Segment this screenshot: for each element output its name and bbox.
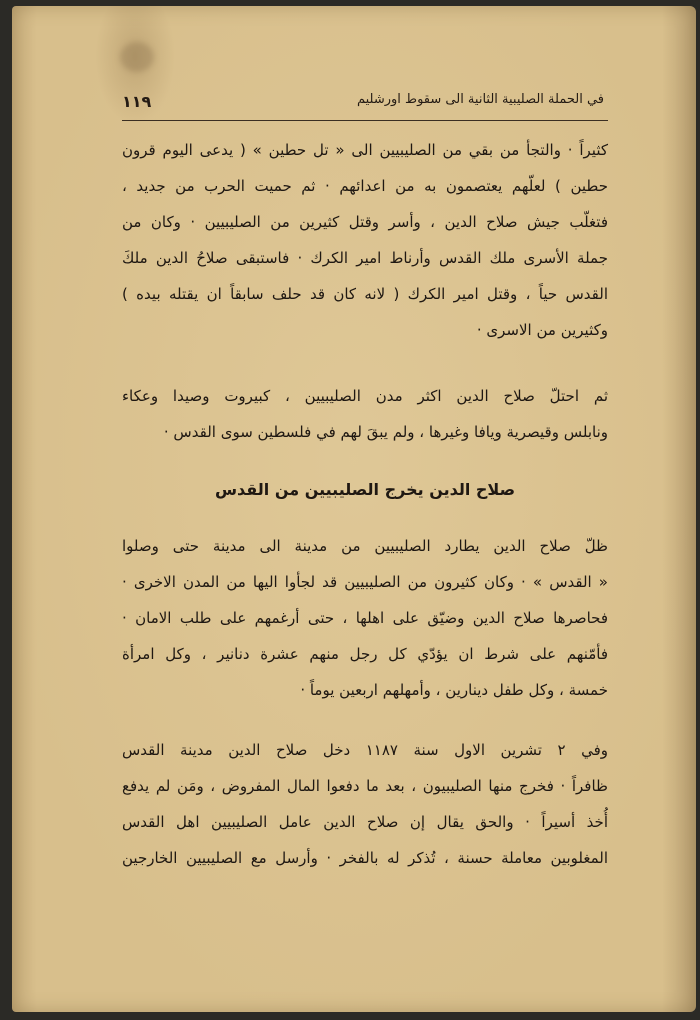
page-header <box>122 90 608 121</box>
text-line: أُخذ أسيراً · والحق يقال إن صلاح الدين عامل الصليبيين اهل القدس <box>122 813 608 831</box>
text-line: وكثيرين من الاسرى · <box>476 321 608 339</box>
book-page <box>12 6 696 1012</box>
text-line: جملة الأسرى ملك القدس وأرناط امير الكرك · فاستبقى صلاحُ الدين ملكَ <box>122 249 608 267</box>
text-line: المغلوبين معاملة حسنة ، تُذكر له بالفخر · وأرسل مع الصليبيين الخارجين <box>122 849 608 867</box>
paragraph-2 <box>122 378 608 450</box>
page-number: ١١٩ <box>122 92 152 111</box>
text-line: ونابلس وقيصرية ويافا وغيرها ، ولم يبقَ لهم في فلسطين سوى القدس · <box>163 423 608 441</box>
paragraph-1 <box>122 132 608 348</box>
paper-stain <box>120 42 154 72</box>
text-line: ظافراً · فخرج منها الصليبيون ، بعد ما دفعوا المال المفروض ، ومَن لم يدفع <box>122 777 608 795</box>
text-line: القدس حياً ، وقتل امير الكرك ( لانه كان قد حلف سابقاً ان يقتله بيده ) <box>122 285 608 303</box>
paragraph-3 <box>122 528 608 708</box>
text-line: ثم احتلّ صلاح الدين اكثر مدن الصليبيين ، كبيروت وصيدا وعكاء <box>122 387 608 405</box>
text-line: وفي ٢ تشرين الاول سنة ١١٨٧ دخل صلاح الدين مدينة القدس <box>122 741 609 759</box>
text-line: فأمّنهم على شرط ان يؤدّي كل رجل منهم عشرة دنانير ، وكل امرأة <box>122 645 608 663</box>
text-line: « القدس » · وكان كثيرون من الصليبيين قد لجأوا اليها من المدن الاخرى · <box>122 573 608 591</box>
text-line: فحاصرها صلاح الدين وضيّق على اهلها ، حتى أرغمهم على طلب الامان · <box>122 609 608 627</box>
paragraph-4 <box>122 732 608 876</box>
text-line: حطين ) لعلّهم يعتصمون به من اعدائهم · ثم حميت الحرب من جديد ، <box>122 177 608 195</box>
running-title: في الحملة الصليبية الثانية الى سقوط اورشليم <box>356 92 604 107</box>
section-heading: صلاح الدين يخرج الصليبيين من القدس <box>214 480 516 499</box>
text-line: فتغلّب جيش صلاح الدين ، وأسر وقتل كثيرين من الصليبيين · وكان من <box>122 213 608 231</box>
text-line: خمسة ، وكل طفل دينارين ، وأمهلهم اربعين يوماً · <box>300 681 608 699</box>
text-line: كثيراً · والتجأ من بقي من الصليبيين الى « تل حطين » ( يدعى اليوم قرون <box>122 141 608 159</box>
text-line: ظلّ صلاح الدين يطارد الصليبيين من مدينة الى مدينة حتى وصلوا <box>122 537 608 555</box>
